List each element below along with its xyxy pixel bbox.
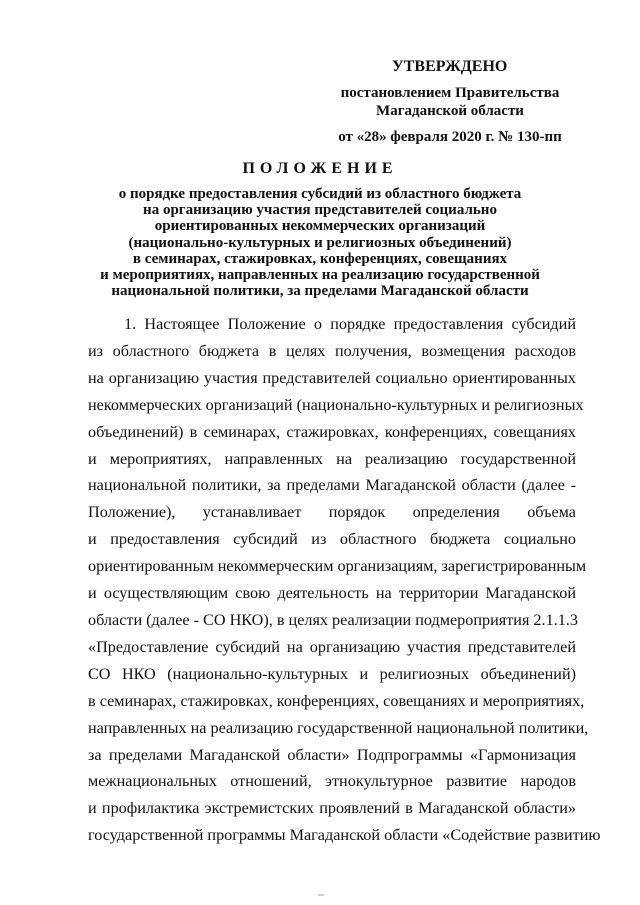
body-line: направленных на реализацию государственной национальной политики, [88, 718, 589, 737]
body-line: в семинарах, стажировках, конференциях, совещаниях и мероприятиях, [88, 691, 585, 710]
approval-date-line: от «28» февраля 2020 г. № 130-пп [338, 129, 562, 145]
body-line: национальной политики, за пределами Магаданской области (далее - [88, 476, 576, 495]
body-line: области (далее - СО НКО), в целях реализации подмероприятия 2.1.1.3 [88, 610, 578, 629]
approval-region-line: Магаданской области [376, 103, 524, 119]
body-line: 1. Настоящее Положение о порядке предоставления субсидий [124, 315, 576, 333]
body-line: Положение), устанавливает порядок определения объема [88, 503, 576, 522]
subtitle-line: ориентированных некоммерческих организаций [154, 218, 486, 235]
body-line: за пределами Магаданской области» Подпрограммы «Гармонизация [88, 745, 576, 764]
body-line: из областного бюджета в целях получения, возмещения расходов [88, 341, 576, 360]
subtitle-line: в семинарах, стажировках, конференциях, совещаниях [132, 250, 508, 267]
body-line: СО НКО (национально-культурных и религиозных объединений) [88, 664, 576, 683]
approval-authority-line: постановлением Правительства [340, 85, 560, 101]
scan-artifact [318, 894, 324, 896]
body-line: и предоставления субсидий из областного бюджета социально [88, 530, 576, 549]
body-line: «Предоставление субсидий на организацию участия представителей [88, 637, 576, 656]
body-paragraph [88, 311, 601, 849]
body-line: некоммерческих организаций (национально-культурных и религиозных [88, 395, 584, 414]
approval-block [300, 58, 600, 146]
document-subtitle [60, 186, 580, 299]
subtitle-line: национальной политики, за пределами Магаданской области [111, 283, 529, 300]
body-line: и мероприятиях, направленных на реализацию государственной [88, 449, 576, 468]
subtitle-line: (национально-культурных и религиозных объединений) [128, 234, 512, 251]
body-line: межнациональных отношений, этнокультурное развитие народов [88, 772, 576, 791]
body-line: объединений) в семинарах, стажировках, конференциях, совещаниях [88, 422, 576, 441]
body-line: ориентированным некоммерческим организациям, зарегистрированным [88, 557, 587, 576]
body-line: государственной программы Магаданской области «Содействие развитию [88, 826, 601, 845]
subtitle-line: и мероприятиях, направленных на реализацию государственной [100, 267, 540, 284]
subtitle-line: на организацию участия представителей социально [143, 202, 497, 219]
approval-stamp: УТВЕРЖДЕНО [392, 58, 508, 75]
body-line: и профилактика экстремистских проявлений в Магаданской области» [88, 799, 576, 818]
subtitle-line: о порядке предоставления субсидий из областного бюджета [118, 186, 522, 202]
body-line: на организацию участия представителей социально ориентированных [88, 368, 576, 387]
document-title: ПОЛОЖЕНИЕ [242, 160, 398, 177]
body-line: и осуществляющим свою деятельность на территории Магаданской [88, 584, 576, 603]
